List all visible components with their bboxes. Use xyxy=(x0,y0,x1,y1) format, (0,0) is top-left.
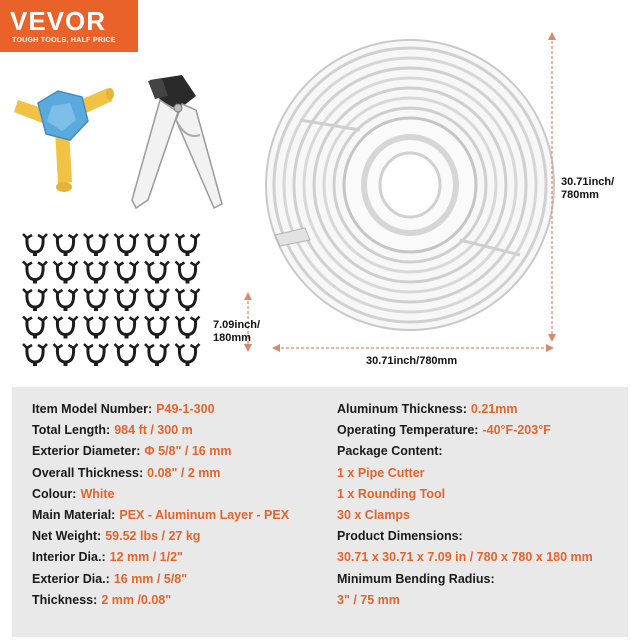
spec-key: Overall Thickness: xyxy=(32,465,144,480)
pipe-clamp-icon xyxy=(23,262,47,284)
pipe-clamp-icon xyxy=(176,262,200,284)
spec-key: Aluminum Thickness: xyxy=(337,402,467,416)
spec-value: 1 x Rounding Tool xyxy=(337,486,446,501)
pipe-coil-icon xyxy=(266,40,554,330)
spec-value: -40°F-203°F xyxy=(482,423,551,438)
spec-row xyxy=(32,528,200,544)
pipe-clamp-icon xyxy=(54,262,78,284)
pipe-clamp-icon xyxy=(176,317,200,339)
spec-key: Package Content: xyxy=(337,444,443,459)
spec-value: 16 mm / 5/8" xyxy=(113,571,188,586)
spec-key: Operating Temperature: xyxy=(337,423,479,438)
pipe-clamp-icon xyxy=(84,262,108,284)
spec-value: 0.08" / 2 mm xyxy=(147,465,221,480)
pipe-clamp-icon xyxy=(54,289,78,311)
spec-key: Colour: xyxy=(32,486,77,501)
spec-key: Exterior Diameter: xyxy=(32,444,141,459)
spec-key: Exterior Dia.: xyxy=(32,571,110,586)
pipe-clamp-icon xyxy=(115,317,139,339)
pipe-clamp-icon xyxy=(84,289,108,311)
spec-value: 0.21mm xyxy=(470,402,518,416)
clamp-grid xyxy=(23,234,200,366)
spec-key: Item Model Number: xyxy=(32,402,153,416)
pipe-clamp-icon xyxy=(176,344,200,366)
spec-value: 30.71 x 30.71 x 7.09 in / 780 x 780 x 180 mm xyxy=(337,550,593,565)
spec-row xyxy=(32,422,193,438)
pipe-clamp-icon xyxy=(115,234,139,256)
pipe-clamp-icon xyxy=(145,317,169,339)
spec-value: Φ 5/8" / 16 mm xyxy=(144,444,232,459)
pipe-clamp-icon xyxy=(145,234,169,256)
spec-key: Net Weight: xyxy=(32,529,102,544)
spec-row xyxy=(32,486,114,502)
spec-row xyxy=(32,571,187,587)
pipe-clamp-icon xyxy=(176,289,200,311)
spec-row xyxy=(337,465,425,481)
spec-value: 3" / 75 mm xyxy=(337,592,400,607)
pipe-clamp-icon xyxy=(145,289,169,311)
pipe-clamp-icon xyxy=(54,234,78,256)
spec-row xyxy=(337,401,517,417)
brand-tagline: TOUGH TOOLS, HALF PRICE xyxy=(12,37,116,44)
pipe-clamp-icon xyxy=(23,344,47,366)
spec-value: 1 x Pipe Cutter xyxy=(337,465,425,480)
spec-value: 59.52 lbs / 27 kg xyxy=(105,529,201,544)
spec-row xyxy=(32,401,215,417)
dimension-thickness-label: 7.09inch/ 180mm xyxy=(213,319,261,344)
spec-panel xyxy=(12,387,628,637)
spec-key: Main Material: xyxy=(32,508,116,522)
spec-key: Interior Dia.: xyxy=(32,550,106,565)
pipe-clamp-icon xyxy=(23,317,47,339)
spec-row xyxy=(337,528,463,544)
spec-value: PEX - Aluminum Layer - PEX xyxy=(119,508,290,522)
spec-key: Minimum Bending Radius: xyxy=(337,571,495,586)
spec-row xyxy=(337,549,593,565)
pipe-cutter-icon xyxy=(132,75,222,208)
spec-row xyxy=(337,571,495,587)
pipe-clamp-icon xyxy=(84,344,108,366)
pipe-clamp-icon xyxy=(115,344,139,366)
spec-row xyxy=(337,486,445,502)
spec-value: 30 x Clamps xyxy=(337,508,410,522)
spec-row xyxy=(337,443,443,459)
spec-value: P49-1-300 xyxy=(156,402,215,416)
pipe-clamp-icon xyxy=(84,317,108,339)
spec-row xyxy=(32,507,289,523)
pipe-clamp-icon xyxy=(23,234,47,256)
spec-row xyxy=(32,549,183,565)
spec-row xyxy=(32,465,221,481)
pipe-clamp-icon xyxy=(145,344,169,366)
pipe-clamp-icon xyxy=(176,234,200,256)
pipe-clamp-icon xyxy=(54,344,78,366)
spec-row xyxy=(337,507,410,523)
pipe-clamp-icon xyxy=(115,262,139,284)
pipe-clamp-icon xyxy=(54,317,78,339)
spec-key: Product Dimensions: xyxy=(337,529,463,544)
spec-key: Thickness: xyxy=(32,592,98,607)
spec-row xyxy=(32,443,231,459)
dimension-height-label: 30.71inch/ 780mm xyxy=(561,176,615,201)
pipe-clamp-icon xyxy=(115,289,139,311)
brand-name: VEVOR xyxy=(10,6,107,36)
pipe-clamp-icon xyxy=(23,289,47,311)
rounding-tool-icon xyxy=(14,88,114,192)
pipe-clamp-icon xyxy=(145,262,169,284)
spec-row xyxy=(337,592,400,608)
spec-value: 984 ft / 300 m xyxy=(114,423,193,438)
pipe-clamp-icon xyxy=(84,234,108,256)
dimension-width-label: 30.71inch/780mm xyxy=(366,355,458,367)
spec-value: White xyxy=(80,486,115,501)
spec-value: 12 mm / 1/2" xyxy=(109,550,183,565)
spec-value: 2 mm /0.08" xyxy=(101,592,172,607)
spec-key: Total Length: xyxy=(32,423,111,438)
spec-row xyxy=(337,422,551,438)
spec-row xyxy=(32,592,171,608)
